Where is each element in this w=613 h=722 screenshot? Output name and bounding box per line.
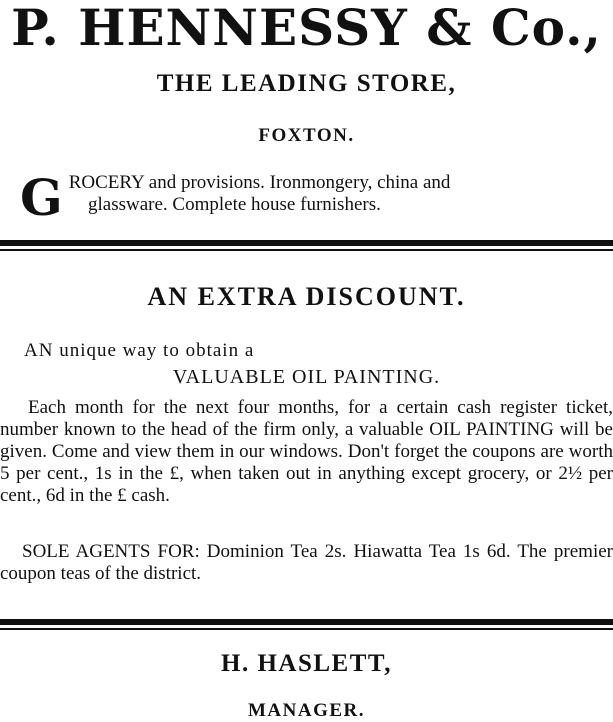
drop-cap-letter: G bbox=[20, 168, 63, 227]
manager-name: H. HASLETT, bbox=[221, 650, 392, 677]
grocery-paragraph bbox=[0, 168, 613, 227]
grocery-line-2: glassware. Complete house furnishers. bbox=[88, 194, 381, 215]
discount-body-paragraph: Each month for the next four months, for a certain cash register ticket, number known to the head of the firm only, a valuable OIL PAINTING will be given. Come and view them in our windows. Don't forget the coupons are worth 5 per cent., 1s in the £, when taken out in anything except grocery, or 2½ per cent., 6d in the £ cash. bbox=[0, 397, 613, 506]
discount-heading: AN EXTRA DISCOUNT. bbox=[147, 282, 466, 311]
grocery-line-1: ROCERY and provisions. Ironmongery, china and bbox=[68, 172, 451, 193]
manager-title: MANAGER. bbox=[247, 700, 366, 721]
discount-intro: AN unique way to obtain a bbox=[24, 340, 255, 361]
store-tagline: THE LEADING STORE, bbox=[156, 70, 457, 97]
sole-agents-paragraph: SOLE AGENTS FOR: Dominion Tea 2s. Hiawatta Tea 1s 6d. The premier coupon teas of the district. bbox=[0, 541, 613, 584]
divider-rule-thin bbox=[0, 249, 613, 251]
divider-rule-thick bbox=[0, 240, 613, 246]
store-location: FOXTON. bbox=[258, 125, 355, 146]
store-name-headline: P. HENNESSY & Co., bbox=[11, 0, 602, 57]
divider-rule-thick bbox=[0, 619, 613, 625]
divider-rule-thin bbox=[0, 628, 613, 630]
oil-painting-highlight: VALUABLE OIL PAINTING. bbox=[172, 366, 441, 388]
